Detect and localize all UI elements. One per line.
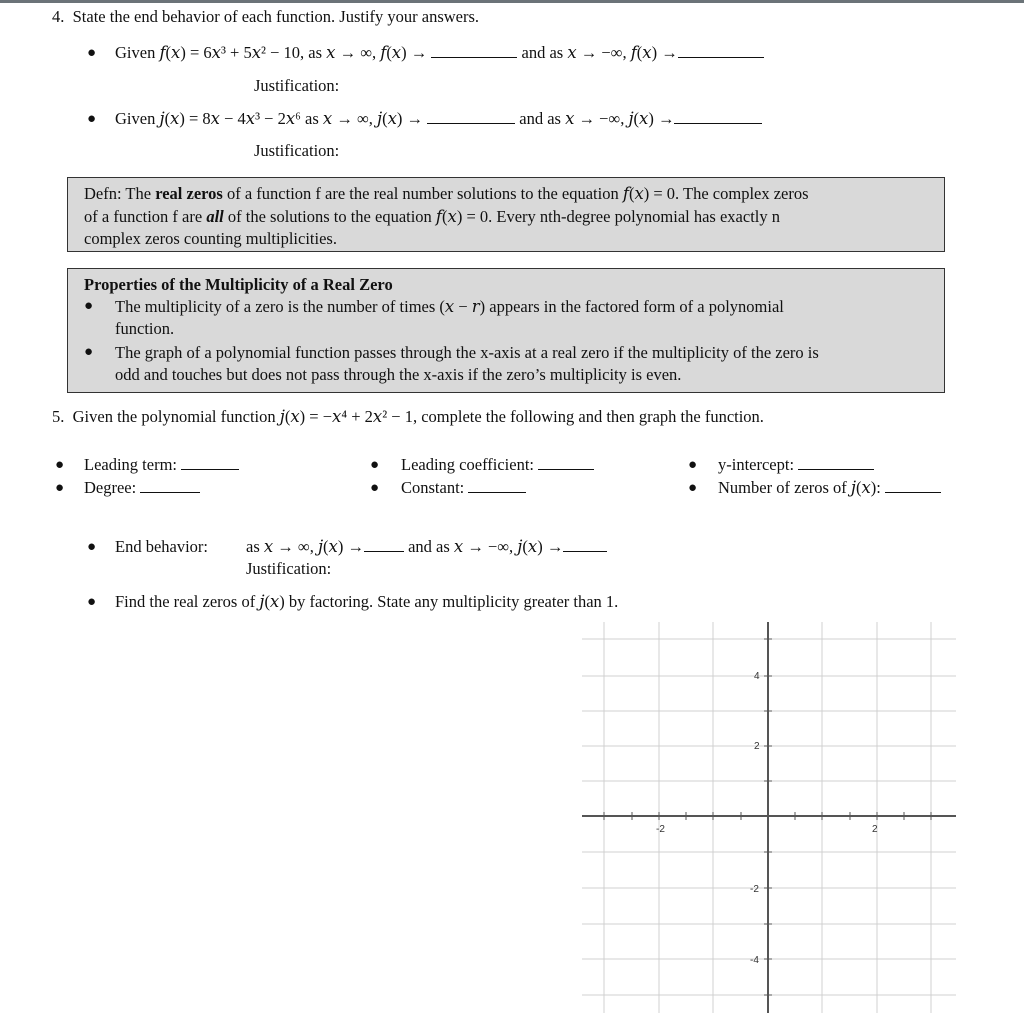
property-2-line-1: The graph of a polynomial function passes through the x-axis at a real zero if the multiplicity of the zero is: [115, 343, 819, 362]
definition-line-3: complex zeros counting multiplicities.: [84, 229, 337, 248]
bullet: ●: [55, 480, 65, 496]
bullet: ●: [87, 111, 97, 127]
end-behavior-label: End behavior:: [115, 537, 209, 556]
answer-blank[interactable]: [678, 43, 764, 58]
q4-item-2: Given 𝑗(𝑥) = 8𝑥 − 4𝑥³ − 2𝑥⁶ as 𝑥 → ∞, 𝑗(𝑥) → and as 𝑥 → −∞, 𝑗(𝑥) →: [115, 109, 762, 129]
answer-blank[interactable]: [468, 478, 526, 493]
coordinate-grid[interactable]: [582, 622, 956, 1013]
q4-item-1: Given 𝑓(𝑥) = 6𝑥³ + 5𝑥² − 10, as 𝑥 → ∞, 𝑓(𝑥) → and as 𝑥 → −∞, 𝑓(𝑥) →: [115, 43, 764, 63]
bullet: ●: [55, 457, 65, 473]
y-intercept-field: y-intercept:: [718, 455, 874, 475]
answer-blank[interactable]: [364, 537, 404, 552]
properties-box: [67, 268, 945, 393]
answer-blank[interactable]: [427, 109, 515, 124]
answer-blank[interactable]: [181, 455, 239, 470]
question-4-heading: 4. State the end behavior of each function. Justify your answers.: [52, 7, 480, 26]
number-of-zeros-field: Number of zeros of 𝑗(𝑥):: [718, 478, 941, 498]
property-2-line-2: odd and touches but does not pass through the x-axis if the zero’s multiplicity is even.: [115, 365, 682, 384]
definition-line-1: Defn: The real zeros of a function f are the real number solutions to the equation 𝑓(𝑥) = 0. The complex zeros: [84, 184, 809, 203]
bullet: ●: [688, 457, 698, 473]
answer-blank[interactable]: [885, 478, 941, 493]
leading-coefficient-field: Leading coefficient:: [401, 455, 594, 475]
justification-label: Justification:: [254, 76, 340, 95]
bullet: ●: [87, 594, 97, 610]
definition-box: [67, 177, 945, 252]
bullet: ●: [84, 344, 94, 360]
bullet: ●: [688, 480, 698, 496]
y-tick-label: 2: [754, 741, 760, 752]
question-5-heading: 5. Given the polynomial function 𝑗(𝑥) = −𝑥⁴ + 2𝑥² − 1, complete the following and then graph the function.: [52, 407, 764, 426]
constant-field: Constant:: [401, 478, 526, 498]
bullet: ●: [87, 539, 97, 555]
bullet: ●: [84, 298, 94, 314]
answer-blank[interactable]: [798, 455, 874, 470]
bullet: ●: [370, 480, 380, 496]
properties-title: Properties of the Multiplicity of a Real Zero: [84, 275, 393, 294]
bullet: ●: [87, 45, 97, 61]
justification-label: Justification:: [254, 141, 340, 160]
definition-line-2: of a function f are all of the solutions to the equation 𝑓(𝑥) = 0. Every nth-degree polynomial has exactly n: [84, 207, 780, 226]
end-behavior-statement: as 𝑥 → ∞, 𝑗(𝑥) → and as 𝑥 → −∞, 𝑗(𝑥) →: [246, 537, 607, 557]
justification-label: Justification:: [246, 559, 332, 578]
x-tick-label: -2: [656, 824, 665, 835]
leading-term-field: Leading term:: [84, 455, 239, 475]
property-1-line-1: The multiplicity of a zero is the number of times (𝑥 − 𝑟) appears in the factored form of a polynomial: [115, 297, 784, 316]
answer-blank[interactable]: [431, 43, 517, 58]
top-border: [0, 0, 1024, 3]
answer-blank[interactable]: [674, 109, 762, 124]
x-tick-label: 2: [872, 824, 878, 835]
answer-blank[interactable]: [563, 537, 607, 552]
y-tick-label: 4: [754, 671, 760, 682]
bullet: ●: [370, 457, 380, 473]
answer-blank[interactable]: [538, 455, 594, 470]
degree-field: Degree:: [84, 478, 200, 498]
y-tick-label: -2: [750, 884, 759, 895]
find-zeros-instruction: Find the real zeros of 𝑗(𝑥) by factoring. State any multiplicity greater than 1.: [115, 592, 619, 611]
property-1-line-2: function.: [115, 319, 175, 338]
axes: [582, 622, 956, 1013]
y-tick-label: -4: [750, 955, 759, 966]
answer-blank[interactable]: [140, 478, 200, 493]
